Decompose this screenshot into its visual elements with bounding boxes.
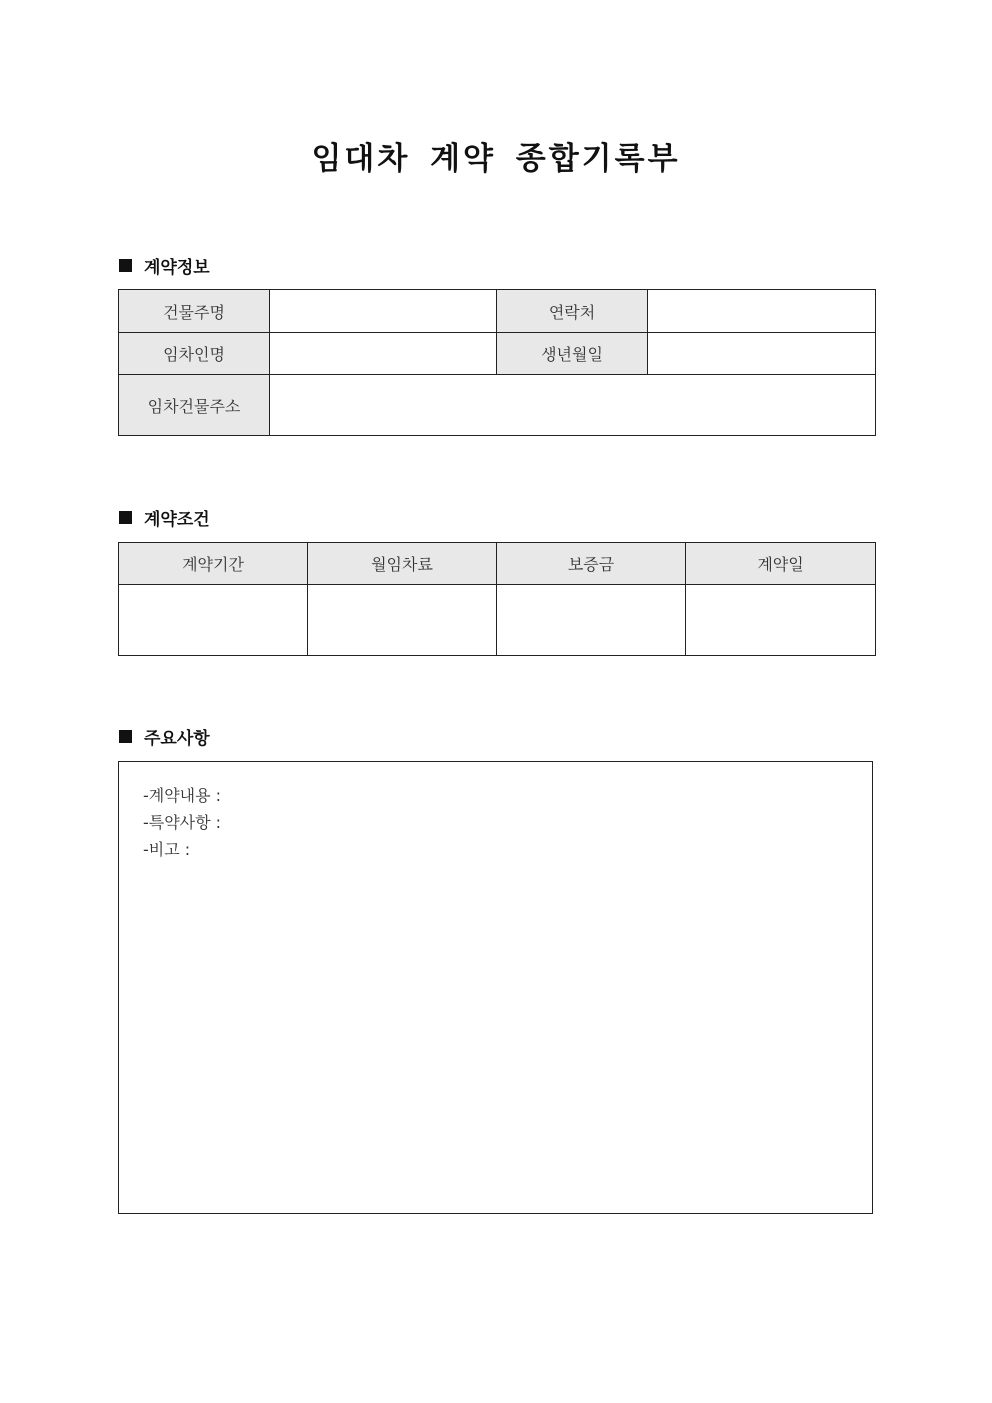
table-header-row bbox=[119, 543, 876, 585]
page-title: 임대차 계약 종합기록부 bbox=[311, 141, 681, 177]
column-header-monthly-rent: 월임차료 bbox=[308, 543, 497, 585]
birth-date-field[interactable] bbox=[648, 333, 876, 375]
contract-terms-table bbox=[118, 542, 876, 656]
square-bullet-icon bbox=[119, 511, 132, 524]
column-header-contract-date: 계약일 bbox=[686, 543, 876, 585]
contract-info-table bbox=[118, 289, 876, 436]
deposit-field[interactable] bbox=[497, 585, 686, 656]
contract-date-field[interactable] bbox=[686, 585, 876, 656]
section-heading-label: 주요사항 bbox=[144, 728, 210, 749]
note-line-contract-content: -계약내용 : bbox=[143, 786, 222, 805]
tenant-name-label: 임차인명 bbox=[119, 333, 270, 375]
note-line-special-terms: -특약사항 : bbox=[143, 813, 222, 832]
table-row bbox=[119, 375, 876, 436]
birth-date-label: 생년월일 bbox=[497, 333, 648, 375]
section-heading-label: 계약조건 bbox=[144, 509, 210, 530]
building-owner-field[interactable] bbox=[270, 290, 497, 333]
section-heading-contract-terms bbox=[119, 505, 210, 529]
key-items-box[interactable] bbox=[118, 761, 873, 1214]
monthly-rent-field[interactable] bbox=[308, 585, 497, 656]
section-heading-label: 계약정보 bbox=[144, 257, 210, 278]
section-heading-contract-info bbox=[119, 253, 210, 277]
address-field[interactable] bbox=[270, 375, 876, 436]
contract-period-field[interactable] bbox=[119, 585, 308, 656]
building-owner-label: 건물주명 bbox=[119, 290, 270, 333]
note-line-remarks: -비고 : bbox=[143, 840, 191, 859]
contact-label: 연락처 bbox=[497, 290, 648, 333]
tenant-name-field[interactable] bbox=[270, 333, 497, 375]
table-row bbox=[119, 333, 876, 375]
contact-field[interactable] bbox=[648, 290, 876, 333]
table-row bbox=[119, 290, 876, 333]
column-header-deposit: 보증금 bbox=[497, 543, 686, 585]
square-bullet-icon bbox=[119, 730, 132, 743]
square-bullet-icon bbox=[119, 259, 132, 272]
column-header-contract-period: 계약기간 bbox=[119, 543, 308, 585]
table-row bbox=[119, 585, 876, 656]
address-label: 임차건물주소 bbox=[119, 375, 270, 436]
section-heading-key-items bbox=[119, 724, 210, 748]
